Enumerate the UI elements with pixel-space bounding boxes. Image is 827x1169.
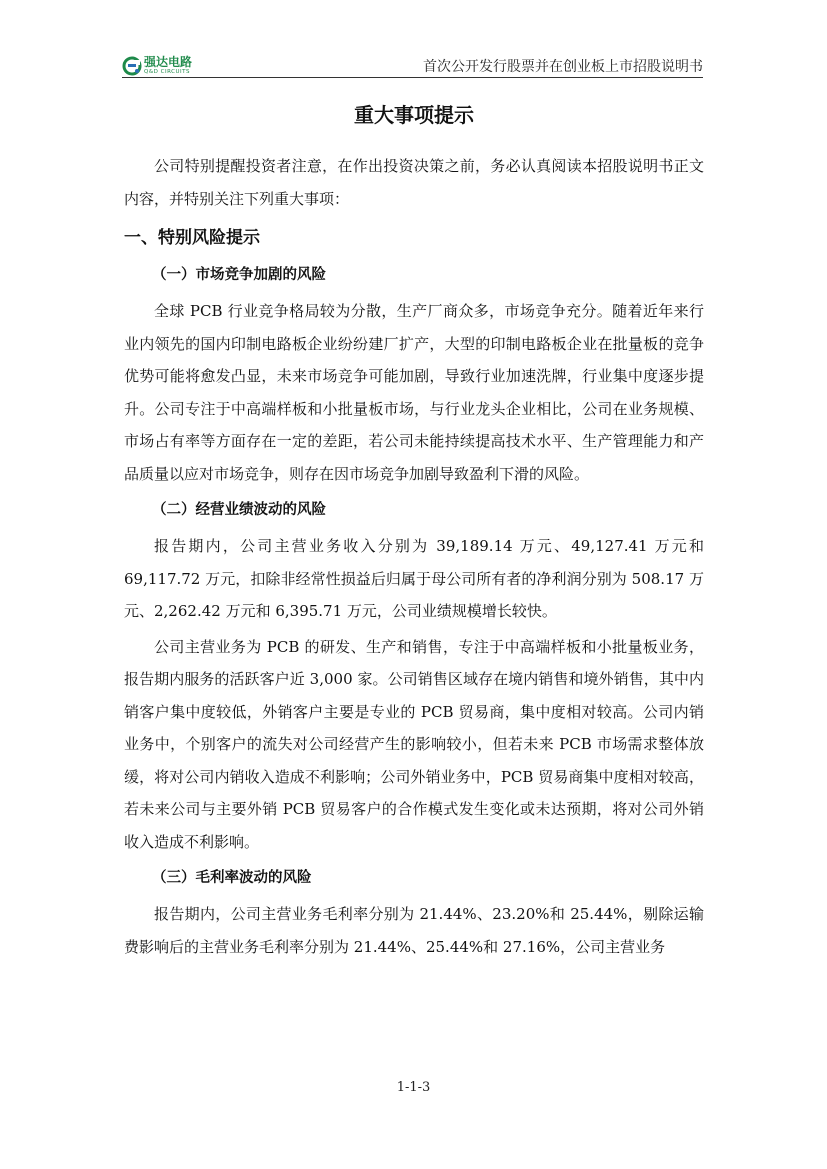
company-logo [122,56,212,78]
document-title: 首次公开发行股票并在创业板上市招股说明书 [423,59,703,75]
page-header [122,52,703,78]
page-content [124,100,704,966]
logo-mark-icon [122,56,142,76]
page-title: 重大事项提示 [354,103,474,127]
subsection-title-performance-fluctuation: （二）经营业绩波动的风险 [152,502,326,518]
paragraph-performance-customers: 公司主营业务为 PCB 的研发、生产和销售，专注于中高端样板和小批量板业务，报告期内服务的活跃客户近 3,000 家。公司销售区域存在境内销售和境外销售，其中内销客户集中度较低，外销客户主要是专业的 PCB 贸易商，集中度相对较高。公司内销业务中，个别客户的流失对公司经营产生的影响较小，但若未来 PCB 市场需求整体放缓，将对公司内销收入造成不利影响；公司外销业务中，PCB 贸易商集中度相对较高，若未来公司与主要外销 PCB 贸易客户的合作模式发生变化或未达预期，将对公司外销收入造成不利影响。 [124,637,704,851]
paragraph-market-competition: 全球 PCB 行业竞争格局较为分散，生产厂商众多，市场竞争充分。随着近年来行业内领先的国内印制电路板企业纷纷建厂扩产，大型的印制电路板企业在批量板的竞争优势可能将愈发凸显，未来市场竞争可能加剧，导致行业加速洗牌，行业集中度逐步提升。公司专注于中高端样板和小批量板市场，与行业龙头企业相比，公司在业务规模、市场占有率等方面存在一定的差距，若公司未能持续提高技术水平、生产管理能力和产品质量以应对市场竞争，则存在因市场竞争加剧导致盈利下滑的风险。 [124,302,704,483]
subsection-title-gross-margin: （三）毛利率波动的风险 [152,870,312,886]
section-title-special-risks: 一、特别风险提示 [124,228,260,248]
paragraph-gross-margin: 报告期内，公司主营业务毛利率分别为 21.44%、23.20%和 25.44%，剔除运输费影响后的主营业务毛利率分别为 21.44%、25.44%和 27.16%，公司主营业务 [124,905,704,956]
logo-chinese-text: 强达电路 [144,55,193,69]
paragraph-performance-revenue: 报告期内，公司主营业务收入分别为 39,189.14 万元、49,127.41 万元和 69,117.72 万元，扣除非经常性损益后归属于母公司所有者的净利润分别为 508.17 万元、2,262.42 万元和 6,395.71 万元，公司业绩规模增长较快。 [124,537,704,620]
logo-english-text: Q&D CIRCUITS [144,69,190,75]
subsection-title-market-competition: （一）市场竞争加剧的风险 [152,267,326,283]
header-divider [122,77,703,78]
page-number: 1-1-3 [396,1080,431,1095]
intro-paragraph: 公司特别提醒投资者注意，在作出投资决策之前，务必认真阅读本招股说明书正文内容，并特别关注下列重大事项： [124,157,704,208]
